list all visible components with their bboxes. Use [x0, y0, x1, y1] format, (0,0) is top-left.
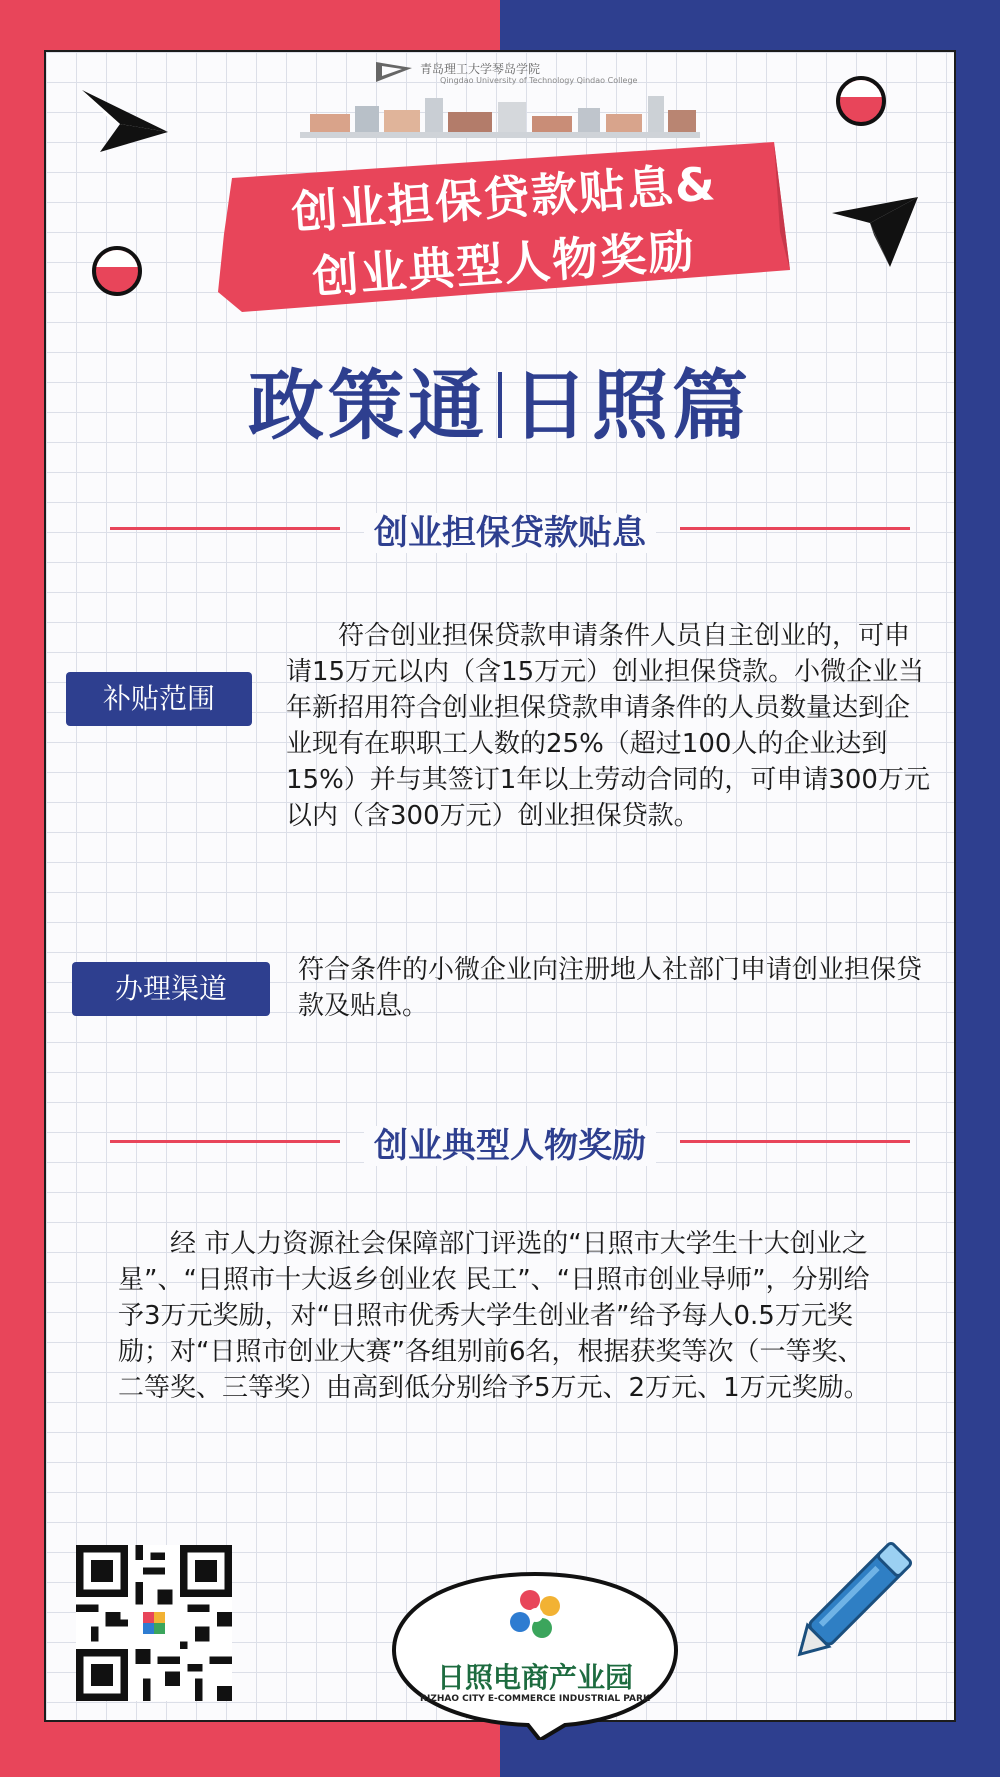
page-title	[0, 345, 1000, 454]
park-name-en: RIZHAO CITY E-COMMERCE INDUSTRIAL PARK	[420, 1694, 650, 1704]
paper-plane-icon	[830, 195, 920, 275]
park-logo-icon	[508, 1588, 564, 1648]
tag-subsidy-scope: 补贴范围	[66, 672, 252, 726]
section-title-award: 创业典型人物奖励	[364, 1126, 656, 1166]
campus-buildings-illustration	[300, 92, 700, 140]
channel-text: 符合条件的小微企业向注册地人社部门申请创业担保贷款及贴息。	[298, 955, 923, 1021]
tag-channel: 办理渠道	[72, 962, 270, 1016]
section-header-award	[110, 1116, 910, 1166]
award-text: 经 市人力资源社会保障部门评选的“日照市大学生十大创业之星”、“日照市十大返乡创业农 民工”、“日照市创业导师”，分别给予3万元奖励，对“日照市优秀大学生创业者”给予每人0.5万元奖励；对“日照市创业大赛”各组别前6名，根据获奖等次（一等奖、二等奖、三等奖）由高到低分别给予5万元、2万元、1万元奖励。	[118, 1229, 870, 1403]
section-header-loan	[110, 503, 910, 553]
circle-decoration	[92, 246, 142, 296]
qr-code	[76, 1545, 232, 1701]
section-title-loan: 创业担保贷款贴息	[364, 513, 656, 553]
park-name-cn: 日照电商产业园	[436, 1661, 633, 1694]
title-divider	[498, 372, 502, 438]
banner-title-line-1: 创业担保贷款贴息&	[289, 156, 719, 240]
logo-speech-bubble	[390, 1570, 680, 1730]
paper-plane-icon	[80, 80, 170, 160]
title-banner	[218, 142, 790, 312]
page-title-left: 政策通	[248, 361, 488, 450]
scope-text: 符合创业担保贷款申请条件人员自主创业的，可申请15万元以内（含15万元）创业担保贷款。小微企业当年新招用符合创业担保贷款申请条件的人员数量达到企业现有在职职工人数的25%（超过100人的企业达到15%）并与其签订1年以上劳动合同的，可申请300万元以内（含300万元）创业担保贷款。	[286, 621, 930, 831]
school-name: 青岛理工大学琴岛学院	[420, 62, 541, 76]
page-title-right: 日照篇	[512, 361, 752, 450]
pen-icon	[772, 1512, 942, 1682]
school-name-en: Qingdao University of Technology Qindao College	[440, 76, 638, 85]
school-logo-icon	[372, 58, 416, 86]
banner-title-line-2: 创业典型人物奖励	[310, 223, 698, 305]
circle-decoration	[836, 76, 886, 126]
